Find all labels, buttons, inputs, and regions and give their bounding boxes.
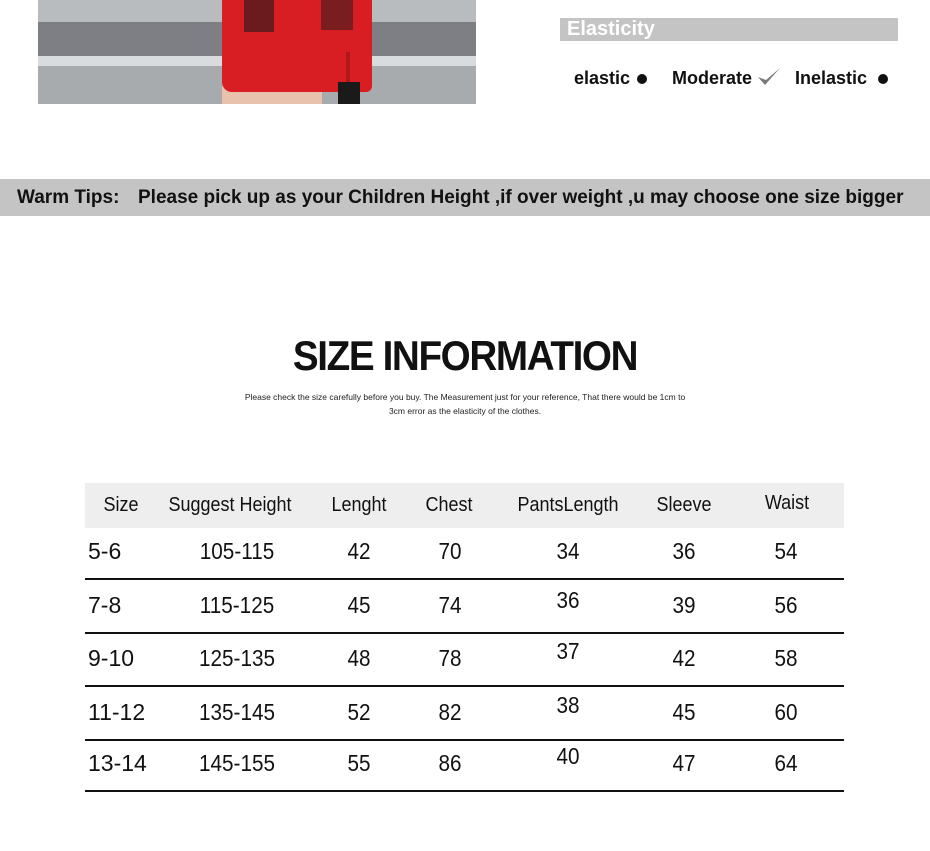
elasticity-label: elastic [574,68,631,88]
table-cell-suggest-height: 115-125 [199,592,275,618]
table-cell-pantslength: 40 [556,743,580,769]
table-row [85,637,844,687]
elasticity-option-elastic [574,68,647,89]
dot-icon [878,74,888,84]
table-cell-waist: 54 [774,538,798,564]
checkmark-icon [756,66,782,88]
size-info-note [215,390,715,418]
table-cell-waist: 64 [774,750,798,776]
table-cell-lenght: 52 [347,699,371,725]
dot-icon [637,74,647,84]
table-cell-size: 5-6 [88,538,122,564]
size-note-line: Please check the size carefully before you buy. The Measurement just for your reference, That there would be 1cm to [244,392,686,402]
table-row [85,691,844,741]
table-cell-lenght: 42 [347,538,371,564]
table-cell-sleeve: 42 [672,645,696,671]
header-size: Size [103,494,139,516]
size-note-line: 3cm error as the elasticity of the clothes. [388,406,542,416]
header-waist: Waist [764,492,810,514]
table-row [85,530,844,580]
table-cell-waist: 56 [774,592,798,618]
header-suggest-height: Suggest Height [168,494,292,516]
product-photo [38,0,476,104]
table-cell-chest: 86 [438,750,462,776]
table-row [85,584,844,634]
warm-tips-text: Please pick up as your Children Height ,if over weight ,u may choose one size bigger [138,187,904,208]
table-cell-lenght: 48 [347,645,371,671]
table-cell-sleeve: 45 [672,699,696,725]
header-chest: Chest [425,494,473,516]
table-cell-sleeve: 39 [672,592,696,618]
table-cell-size: 7-8 [88,592,122,618]
table-cell-pantslength: 38 [556,692,580,718]
table-cell-suggest-height: 125-135 [199,645,275,671]
header-pants-length: PantsLength [517,494,619,516]
table-cell-sleeve: 36 [672,538,696,564]
elasticity-option-inelastic [795,68,888,89]
table-cell-size: 11-12 [88,699,146,725]
table-cell-size: 9-10 [88,645,135,671]
table-cell-pantslength: 34 [556,538,580,564]
table-cell-sleeve: 47 [672,750,696,776]
table-cell-chest: 70 [438,538,462,564]
header-sleeve: Sleeve [656,494,712,516]
size-info-title: SIZE INFORMATION [292,332,638,379]
table-cell-lenght: 45 [347,592,371,618]
table-cell-waist: 60 [774,699,798,725]
table-cell-pantslength: 37 [556,638,580,664]
table-cell-suggest-height: 145-155 [199,750,275,776]
table-cell-size: 13-14 [88,750,147,776]
elasticity-option-moderate [672,64,782,89]
header-length: Lenght [331,494,387,516]
table-cell-suggest-height: 135-145 [199,699,275,725]
table-cell-pantslength: 36 [556,587,580,613]
table-cell-waist: 58 [774,645,798,671]
table-cell-suggest-height: 105-115 [199,538,275,564]
table-cell-chest: 78 [438,645,462,671]
warm-tips-label: Warm Tips: [17,187,120,208]
table-cell-chest: 74 [438,592,462,618]
elasticity-label: Moderate [672,68,753,88]
elasticity-heading: Elasticity [560,18,898,41]
elasticity-label: Inelastic [795,68,868,88]
table-row [85,742,844,792]
size-table-header [85,483,844,528]
table-cell-chest: 82 [438,699,462,725]
table-cell-lenght: 55 [347,750,371,776]
warm-tips-bar [0,179,930,216]
